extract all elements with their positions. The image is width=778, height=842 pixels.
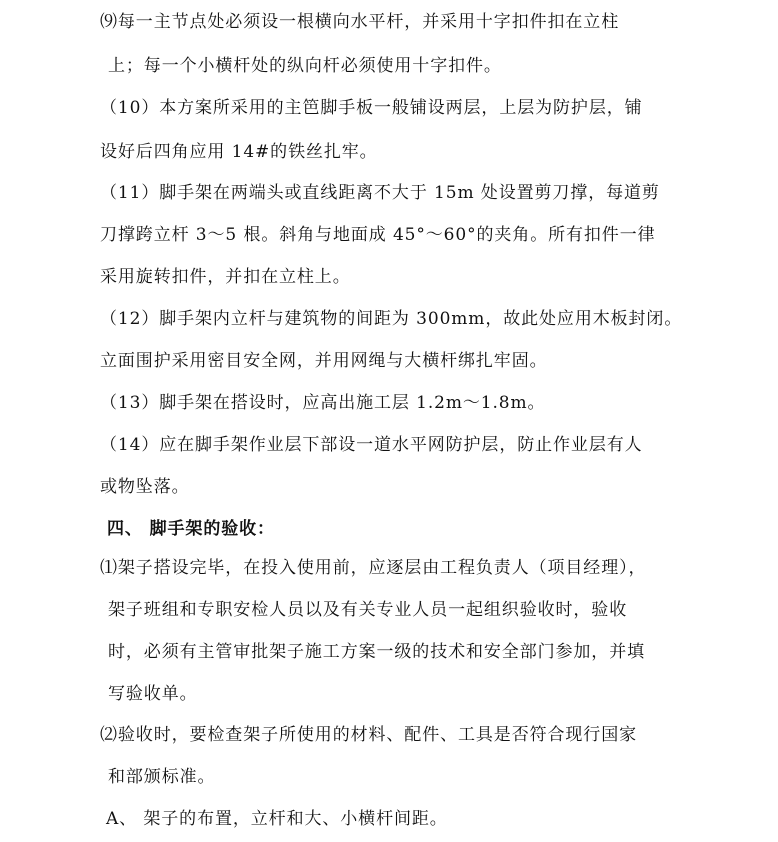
text-line: ⑴架子搭设完毕，在投入使用前，应逐层由工程负责人（项目经理），: [100, 558, 647, 578]
text-line: 上；每一个小横杆处的纵向杆必须使用十字扣件。: [108, 56, 502, 76]
text-line: 采用旋转扣件，并扣在立柱上。: [100, 267, 351, 287]
text-line: （12）脚手架内立杆与建筑物的间距为 300mm，故此处应用木板封闭。: [100, 309, 683, 329]
text-line: A、 架子的布置，立杆和大、小横杆间距。: [106, 809, 448, 829]
text-line: （14）应在脚手架作业层下部设一道水平网防护层，防止作业层有人: [100, 435, 643, 455]
text-line: 时，必须有主管审批架子施工方案一级的技术和安全部门参加，并填: [108, 642, 645, 662]
text-line: 架子班组和专职安检人员以及有关专业人员一起组织验收时，验收: [108, 600, 628, 620]
text-line: （10）本方案所采用的主笆脚手板一般铺设两层，上层为防护层，铺: [100, 98, 643, 118]
text-line: 写验收单。: [108, 684, 198, 704]
text-line: （13）脚手架在搭设时，应高出施工层 1.2m～1.8m。: [100, 393, 546, 413]
text-line: 和部颁标准。: [108, 767, 216, 787]
text-line: ⑵验收时，要检查架子所使用的材料、配件、工具是否符合现行国家: [100, 725, 637, 745]
text-line: ⑼每一主节点处必须设一根横向水平杆，并采用十字扣件扣在立柱: [100, 12, 620, 32]
text-line: 刀撑跨立杆 3～5 根。斜角与地面成 45°～60°的夹角。所有扣件一律: [100, 225, 656, 245]
text-line: 立面围护采用密目安全网，并用网绳与大横杆绑扎牢固。: [100, 351, 548, 371]
text-line: （11）脚手架在两端头或直线距离不大于 15m 处设置剪刀撑，每道剪: [100, 183, 660, 203]
section-heading: 四、 脚手架的验收：: [107, 519, 275, 539]
text-line: 或物坠落。: [100, 477, 190, 497]
text-line: 设好后四角应用 14#的铁丝扎牢。: [100, 142, 378, 162]
